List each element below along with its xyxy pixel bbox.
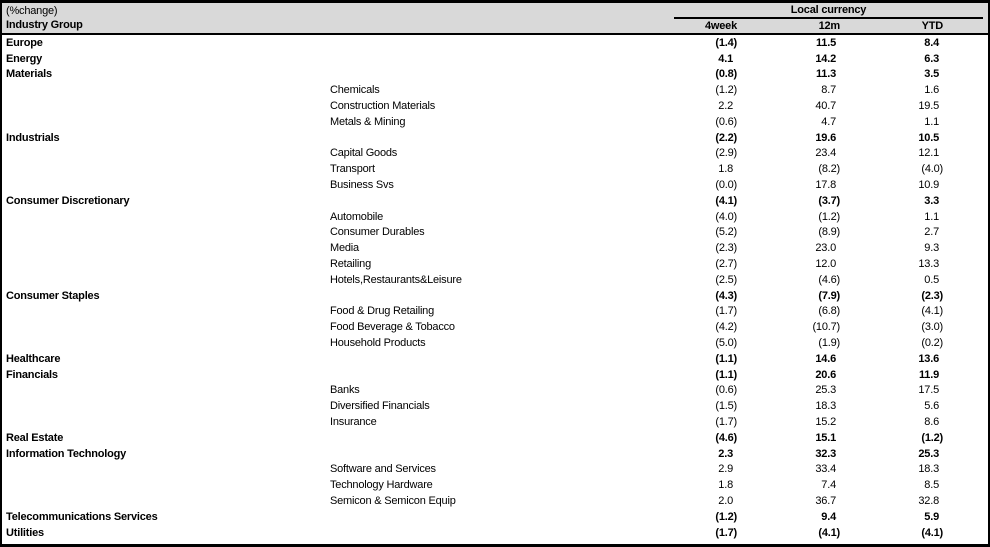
local-currency-label: Local currency — [674, 4, 983, 19]
table-row — [2, 114, 988, 130]
cell-value: (2.2) — [715, 131, 737, 144]
table-row — [2, 383, 988, 399]
cell-value: (1.1) — [715, 352, 737, 365]
cell-value: 3.5 — [924, 68, 939, 81]
row-label: Food & Drug Retailing — [330, 305, 435, 318]
cell-value: (2.5) — [715, 273, 737, 286]
cell-value: 18.3 — [815, 400, 836, 413]
cell-value: (2.3) — [921, 289, 943, 302]
cell-value: (0.6) — [715, 384, 737, 397]
table-header — [2, 3, 988, 35]
table-row — [2, 272, 988, 288]
cell-value: 20.6 — [815, 368, 836, 381]
cell-value: 8.6 — [924, 416, 939, 429]
row-label: Metals & Mining — [330, 115, 406, 128]
cell-value: 23.4 — [815, 147, 836, 160]
table-row — [2, 256, 988, 272]
table-row — [2, 161, 988, 177]
industry-group-label: Industry Group — [6, 19, 83, 31]
cell-value: (10.7) — [812, 321, 840, 334]
table-row — [2, 82, 988, 98]
table-row — [2, 225, 988, 241]
row-label: Banks — [330, 384, 360, 397]
cell-value: (2.7) — [715, 258, 737, 271]
cell-value: (1.2) — [818, 210, 840, 223]
row-label: Financials — [6, 368, 58, 381]
table-row — [2, 367, 988, 383]
table-row — [2, 35, 988, 51]
cell-value: 9.3 — [924, 242, 939, 255]
table-row — [2, 477, 988, 493]
cell-value: (1.5) — [715, 400, 737, 413]
cell-value: 4.1 — [718, 52, 733, 65]
row-label: Hotels,Restaurants&Leisure — [330, 273, 462, 286]
cell-value: (4.0) — [921, 163, 943, 176]
row-label: Utilities — [6, 526, 44, 539]
cell-value: (1.4) — [715, 36, 737, 49]
row-label: Real Estate — [6, 431, 64, 444]
row-label: Business Svs — [330, 179, 394, 192]
row-label: Energy — [6, 52, 43, 65]
cell-value: 2.7 — [924, 226, 939, 239]
cell-value: 17.5 — [918, 384, 939, 397]
table-row — [2, 414, 988, 430]
cell-value: 14.2 — [815, 52, 836, 65]
table-row — [2, 177, 988, 193]
table-row — [2, 509, 988, 525]
table-body — [2, 35, 988, 541]
table-row — [2, 351, 988, 367]
row-label: Household Products — [330, 337, 426, 350]
row-label: Retailing — [330, 258, 372, 271]
row-label: Information Technology — [6, 447, 127, 460]
row-label: Consumer Discretionary — [6, 194, 130, 207]
row-label: Transport — [330, 163, 375, 176]
cell-value: 19.6 — [815, 131, 836, 144]
cell-value: (4.1) — [715, 194, 737, 207]
table-row — [2, 67, 988, 83]
cell-value: 11.9 — [918, 368, 939, 381]
row-label: Construction Materials — [330, 100, 436, 113]
row-label: Food Beverage & Tobacco — [330, 321, 455, 334]
cell-value: (3.0) — [921, 321, 943, 334]
cell-value: 15.2 — [815, 416, 836, 429]
row-label: Materials — [6, 68, 52, 81]
cell-value: 1.8 — [718, 163, 733, 176]
row-label: Diversified Financials — [330, 400, 430, 413]
cell-value: (0.6) — [715, 115, 737, 128]
column-header-ytd: YTD — [921, 20, 943, 32]
cell-value: 7.4 — [821, 479, 836, 492]
cell-value: (5.2) — [715, 226, 737, 239]
cell-value: 11.5 — [815, 36, 836, 49]
table-row — [2, 146, 988, 162]
cell-value: (1.7) — [715, 526, 737, 539]
row-label: Consumer Durables — [330, 226, 425, 239]
cell-value: 2.0 — [718, 495, 733, 507]
cell-value: 2.2 — [718, 100, 733, 113]
table-row — [2, 98, 988, 114]
table-row — [2, 430, 988, 446]
cell-value: 1.1 — [924, 115, 939, 128]
table-row — [2, 304, 988, 320]
row-label: Consumer Staples — [6, 289, 100, 302]
cell-value: 2.9 — [718, 463, 733, 476]
row-label: Capital Goods — [330, 147, 398, 160]
table-row — [2, 335, 988, 351]
cell-value: (0.8) — [715, 68, 737, 81]
table-row — [2, 240, 988, 256]
cell-value: (1.9) — [818, 337, 840, 350]
row-label: Technology Hardware — [330, 479, 433, 492]
cell-value: (3.7) — [818, 194, 840, 207]
cell-value: (2.3) — [715, 242, 737, 255]
row-label: Media — [330, 242, 359, 255]
cell-value: 18.3 — [918, 463, 939, 476]
table-row — [2, 130, 988, 146]
table-row — [2, 446, 988, 462]
cell-value: (4.3) — [715, 289, 737, 302]
cell-value: (7.9) — [818, 289, 840, 302]
row-label: Chemicals — [330, 84, 380, 97]
cell-value: (4.1) — [921, 305, 943, 318]
cell-value: (4.0) — [715, 210, 737, 223]
cell-value: 23.0 — [815, 242, 836, 255]
cell-value: 5.6 — [924, 400, 939, 413]
cell-value: (8.2) — [818, 163, 840, 176]
column-header-4week: 4week — [704, 20, 737, 32]
cell-value: 3.3 — [924, 194, 939, 207]
row-label: Insurance — [330, 416, 377, 429]
table-row — [2, 398, 988, 414]
cell-value: (1.1) — [715, 368, 737, 381]
cell-value: 1.1 — [924, 210, 939, 223]
cell-value: 2.3 — [718, 447, 733, 460]
cell-value: (2.9) — [715, 147, 737, 160]
row-label: Software and Services — [330, 463, 436, 476]
row-label: Industrials — [6, 131, 60, 144]
cell-value: 15.1 — [815, 431, 836, 444]
cell-value: 17.8 — [815, 179, 836, 192]
cell-value: 1.6 — [924, 84, 939, 97]
row-label: Healthcare — [6, 352, 61, 365]
cell-value: (4.2) — [715, 321, 737, 334]
cell-value: 0.5 — [924, 273, 939, 286]
cell-value: (4.6) — [715, 431, 737, 444]
row-label: Telecommunications Services — [6, 510, 158, 523]
cell-value: 12.0 — [815, 258, 836, 271]
cell-value: 19.5 — [918, 100, 939, 113]
cell-value: 5.9 — [924, 510, 939, 523]
row-label: Automobile — [330, 210, 384, 223]
cell-value: 12.1 — [918, 147, 939, 160]
table-row — [2, 51, 988, 67]
table-row — [2, 493, 988, 509]
cell-value: (1.7) — [715, 416, 737, 429]
cell-value: 9.4 — [821, 510, 836, 523]
cell-value: 25.3 — [918, 447, 939, 460]
cell-value: (4.6) — [818, 273, 840, 286]
table-row — [2, 462, 988, 478]
cell-value: 6.3 — [924, 52, 939, 65]
cell-value: 36.7 — [815, 495, 836, 507]
cell-value: 32.3 — [815, 447, 836, 460]
cell-value: 4.7 — [821, 115, 836, 128]
cell-value: (1.2) — [715, 84, 737, 97]
table-row — [2, 525, 988, 541]
table-row — [2, 209, 988, 225]
row-label: Europe — [6, 36, 43, 49]
table-row — [2, 193, 988, 209]
cell-value: 14.6 — [815, 352, 836, 365]
cell-value: 13.6 — [918, 352, 939, 365]
cell-value: 40.7 — [815, 100, 836, 113]
cell-value: (5.0) — [715, 337, 737, 350]
column-header-12m: 12m — [818, 20, 840, 32]
cell-value: 10.9 — [918, 179, 939, 192]
table-row — [2, 319, 988, 335]
cell-value: (8.9) — [818, 226, 840, 239]
cell-value: (4.1) — [818, 526, 840, 539]
cell-value: (1.2) — [921, 431, 943, 444]
cell-value: (1.7) — [715, 305, 737, 318]
cell-value: (6.8) — [818, 305, 840, 318]
column-headers — [2, 20, 988, 32]
cell-value: 25.3 — [815, 384, 836, 397]
cell-value: 8.4 — [924, 36, 939, 49]
cell-value: (4.1) — [921, 526, 943, 539]
cell-value: 8.5 — [924, 479, 939, 492]
cell-value: 13.3 — [918, 258, 939, 271]
row-label: Semicon & Semicon Equip — [330, 495, 456, 507]
cell-value: 10.5 — [918, 131, 939, 144]
table-row — [2, 288, 988, 304]
cell-value: (0.0) — [715, 179, 737, 192]
cell-value: 11.3 — [815, 68, 836, 81]
cell-value: 8.7 — [821, 84, 836, 97]
cell-value: 1.8 — [718, 479, 733, 492]
cell-value: (0.2) — [921, 337, 943, 350]
cell-value: 32.8 — [918, 495, 939, 507]
percent-change-label: (%change) — [6, 5, 58, 17]
cell-value: 33.4 — [815, 463, 836, 476]
cell-value: (1.2) — [715, 510, 737, 523]
